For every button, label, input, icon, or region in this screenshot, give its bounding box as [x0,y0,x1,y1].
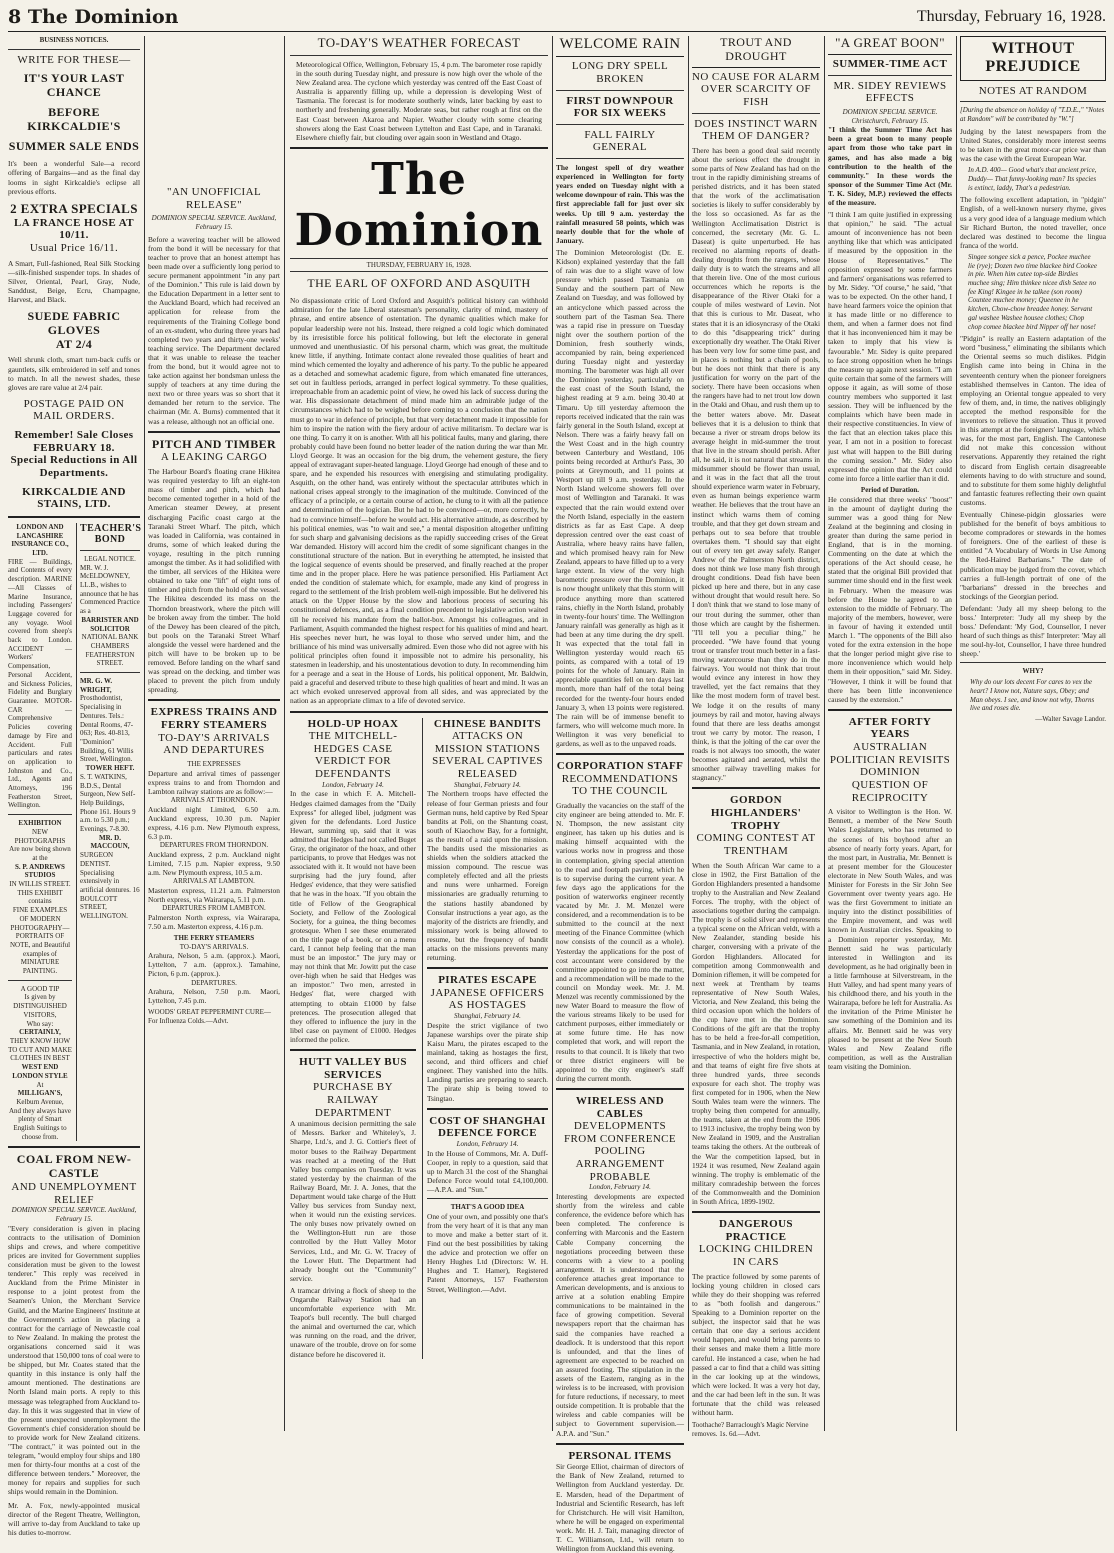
why-title: WHY? [1022,667,1044,676]
defence-title: COST OF SHANGHAI DEFENCE FORCE [429,1114,546,1140]
studios: S. P. ANDREWS STUDIOS [15,862,65,880]
good-idea-body: One of your own, and possibly one that's from the very heart of it is that any man to move and make a better start of it. Find out the best possibilities by taking the advice and protection we offer on Henry Hughes Ltd (Directors: W. H. Hughes and T. Hamer), Registered Patent Attorneys, 157 Featherston Street, Wellington.—Advt. [427,1211,548,1294]
forty-sub: AUSTRALIAN POLITICIAN REVISITS DOMINION [829,741,951,779]
prejudice-title: WITHOUT PREJUDICE [960,36,1106,81]
weather-title: TO-DAY'S WEATHER FORECAST [317,35,521,50]
visitors: DISTINGUISHED VISITORS, [13,1002,67,1019]
prejudice-body1: Judging by the latest newspapers from the United States, considerably more interest seems to be taken in the great motor-car price war than was the case with the Great European War. [960,126,1106,164]
tower: TOWER HEFT. [85,764,135,773]
rain-lead: The longest spell of dry weather experienced in Wellington for forty years ended on Tuesday night with a welcome downpour of rain. This was the first appreciable fall for just over six weeks. Up till 9 a.m. yesterday the rainfall measured 58 points, which was nearly double that for the whole of January. [556,163,684,245]
ad-gloves-price: AT 2/4 [55,336,93,351]
insurer-name: LONDON AND LANCASHIRE INSURANCE CO., LTD. [11,522,69,558]
editorial-title: THE EARL OF OXFORD AND ASQUITH [307,276,531,291]
coal-dateline: DOMINION SPECIAL SERVICE. Auckland, February 15. [11,1206,137,1224]
period-body: He considered that three weeks' "boost" in the amount of daylight during the summer was a good thing for New Zealand at the beginning and closing in greater than during the same period in England, that is in the morning. Commenting on the date at which the operations of the Act should cease, he stated that the original Bill provided that summer time should end in the first week in February. When the measure was before the House he agreed to an extension to the middle of February. The majority of the members, however, were in favour of having it extended until March 1. "The opponents of the Bill also voted for the extra extension in the hope that the longer period might give rise to more inconvenience which would help them in their opposition," said Mr. Sidey. "However, I think it will be found that there has been little inconvenience caused by the extension." [828,494,952,704]
toothache-ad: Toothache? Barraclough's Magic Nervine removes. 1s. 6d.—Advt. [692,1421,809,1438]
editorial-body: No dispassionate critic of Lord Oxford and Asquith's political history can withhold admiration for the late Liberal statesman's personality, clarity of mind, mastery of phrase, and entire absence of ostentation. The dynamic qualities which make for popular leadership were not his. Instead, there reigned a cold logic which dominated by its irresistible force his political following, but left the electorate in general unmoved and unenthusiastic. Of his personal charm, which was great, the multitude knew little, if anything. Intimate contact alone revealed those qualities of heart and mind which cemented the loyalty and adherence of his party. To the public he appeared as a detached and somewhat academic figure, from which emanated fine utterances, set out in faultless periods, arranged in perfect logical symmetry. To these qualities, irreproachable from an academic point of view, he owed his lack of success during the war. His dispassionate detachment of mind made him an admirable judge of the circumstances which had to be weighed before coming to a conclusion that the nation must go to war in defence of principle, but that very detachment made it impossible for him to inspire the nation with the fiery ardour of active militarism. To declare war is one thing. To carry it on is another. With all his political faults, many and glaring, there probably could have been found no better leader of the nation during the war than Mr. Lloyd George. It was an occasion for the big drum, the vehement gesture, the fiery appeal of extravagant super-heated language. Lloyd George had enough of these and to spare, and he expended his resources with energising and stimulating prodigality. Asquith, on the other hand, was entirely without the spectacular attributes which in national crises appeal strongly to the imagination of the multitude. Convinced of the efficacy of a principle, or a certain course of action, he clung to it with all the patience and determination of the logician. But he had to be convinced—or, more correctly, he had to convince himself—before he would act. His alternative attitude, as described by his political enemies, was "to wait and see," a mental disposition altogether unfitting for such sharp and galvanising decisions as the rapidly succeeding crises of the Great War demanded. History will accord him the credit of some significant changes in the constitutional structure of the nation. But in everything he attempted, he insisted that the logical sequence of events should be preserved, and finally reached at the proper time and in the proper place. Here he was patience personified. His Parliament Act ended the condition of stalemate which, for example, made any kind of progress in regard to the settlement of the Irish problem well-nigh impossible. But he delivered his attack on the Upper House by the slow and laborious process of securing his constitutional defences, and, as a final condition precedent to legislative action waited till he received his mandate from the ballot-box. Amongst his colleagues, and in Parliament, Asquith commanded the highest respect for his qualities of mind and heart. His speeches never hurt, he was loyal to those who served under him, and the brilliance of his mind was universally admired. Even those who did not agree with his political principles often found it impossible not to admire his personality, his statesmen in leadership, and his unostentatious devotion to duty. In recommending him for a peerage and a seat in the House of Lords, his political opponent, Mr. Baldwin, paid a graceful and deserved tribute to these high qualities of heart and mind. It was an act which evoked unreserved approval from all sides, and was appreciated by the nation as an appropriate climax to a life of devoted service. [290,296,548,706]
paper-name: The Dominion [294,153,544,256]
hutt-tail: A tramcar driving a flock of sheep to the Ongaruhe Railway Station had an uncomfortable experience with Mr. Teapot's bull recently. The bull charged the animal and overturned the car, which was running on the road, and the driver, unaware of the trouble, drove on for some distance before he discovered it. [290,1285,416,1359]
teacher-dateline: DOMINION SPECIAL SERVICE. Auckland, February 15. [151,214,277,231]
gordon-body: When the South African War came to a close in 1902, the First Battalion of the Gordon Highlanders presented a handsome trophy to the Australian and New Zealand Forces. The trophy, with the object of associations together during the campaign. The trophy is of solid silver and represents a typical scene on the African veldt, with a New Zealander, standing beside his charger, conversing with a private of the Gordon Highlanders. Allocated for competition among Commonwealth and Dominion riflemen, it will be competed for next week at Trentham by teams representative of New South Wales, Victoria, and New Zealand, this being the third occasion upon which the holders of the cup have met in the Dominion. Conditions of the gift are that the trophy has to be held a free-for-all competition, Tasmania, and in New Zealand, in rotation, irrespective of who the holders might be, and that teams of eight fire five shots at three hundred yards, three seconds exposure for each shot. The trophy was first competed for in 1906, when the New South Wales team were the winners. The trophy being then competed for annually, the teams, taken at the end from the 1906 to 1913 inclusive, the trophy being won by New Zealand in 1909, and the Australian teams taking the others. At the outbreak of the War the competition lapsed, but in 1924 it was resumed, New Zealand again winning. The trophy is emblematic of the military comradeship between the forces of the Commonwealth and the Dominion in South Africa, 1899-1902. [692,860,820,1207]
teacher-body: Before a wavering teacher will be allowed from the bond it will be necessary for that teacher to prove that an honest attempt has been made over a sufficiently long period to secure permanent appointment "in any part of the Dominion." This rule is laid down by the Education Department in a letter sent to the Auckland Board, which had received an application for release from the requirements of the Training College bond of an ex-student, who during three years had completed two years and thirty-one weeks' teaching service. The Department declared that it was unable to release the teacher from the bond, but it would agree not to take action against her bondsman unless the supply of teachers at any time during the next two or three years was so short that it demanded her return to the service. The chairman (Mr. A. Burns) commented that it was a release, although not an official one. [148,234,280,426]
expresses: THE EXPRESSES [187,760,241,768]
ferry-dep: DEPARTURES. [191,978,237,987]
pirates-sub: JAPANESE OFFICERS AS HOSTAGES [430,986,545,1012]
exhibit: THIS EXHIBIT contains [17,888,63,906]
column-3 [290,36,548,1431]
ad-usual-price: Usual Price 16/11. [29,241,119,254]
wright: MR. G. W. WRIGHT, [80,677,113,694]
maccoun-body: SURGEON DENTIST. Specialising extensively in artificial dentures. 16 BOULCOTT STREET, WELLINGTON. [80,851,140,921]
danger-sub: LOCKING CHILDREN IN CARS [698,1243,814,1269]
hoax-sub: THE MITCHELL-HEDGES CASE [308,730,398,755]
column-4 [556,36,684,1553]
wireless-dateline: London, February 14. [589,1183,651,1192]
column-6 [828,36,952,1431]
chinese-body: The Northern troops have effected the release of four German priests and four German nuns, held captive by Red Spear bandits at Poli, on the Shantung coast, south of Kiaochow Bay, for a fortnight, as the result of a raid upon the mission. The bandits used the missionaries as shields when the soldiers attacked the mission compound. The rescue was completely effected and all the priests and nuns were unharmed. Foreign missionaries are gradually returning to the stations hastily abandoned by Consular instructions a year ago, as the majority of the districts are friendly, and missionary work is being allowed to resume, but the frequency of bandit attacks on the missions prevents many returning. [427,789,548,963]
new-photos: NEW PHOTOGRAPHS [14,827,66,845]
prejudice-body4: Eventually Chinese-pidgin glossaries were published for the benefit of boys ambitious to become compradores or stewards in the homes of foreigners. One of the earliest of these is entitled "A Vocabulary of Words in Use Among the Red-Haired Barbarians." The date of publication may be judged from the cover, which carries a full-length portrait of one of the "barbarians" dressed in the breeches and stockings of the Georgian period. [960,509,1106,601]
teacher-bond-title: TEACHER'S BOND [80,522,142,546]
paper-date: THURSDAY, FEBRUARY 16, 1928. [290,258,548,273]
corp-title: CORPORATION STAFF [556,760,684,773]
pirates-dateline: Shanghai, February 14. [454,1012,521,1021]
boon-sub2: MR. SIDEY REVIEWS EFFECTS [833,79,947,105]
prejudice-dialogue: Defendant: 'Judy all my sheep belong to the boss.' Interpreter: 'Judy all my sheep by the boss.' Defendant: 'My God, Counsellor, I never heard of such things as this!' Interpreter: 'May all me soul-hy-lot, Counsellor, I have three hundred sheep.' [960,603,1106,659]
milligan-body: And they always have plenty of Smart English Suitings to choose from. [8,1106,71,1141]
ferry-title: THE FERRY STEAMERS [173,933,255,942]
maccoun: MR. D. MACCOUN, [90,833,130,851]
wireless-sub: DEVELOPMENTS FROM CONFERENCE [563,1120,677,1145]
ad-gloves: SUEDE FABRIC GLOVES [27,309,121,337]
hutt-body: A unanimous decision permitting the sale of Messrs. Barker and Whiteley's, J. Sharpe, Ltd.'s, and J. G. Cottier's fleet of motor buses to the Railway Department was reached at a meeting of the Hutt Valley bus companies on Tuesday. It was stated yesterday by the chairman of the Railway Board, Mr. J. A. Jones, that the Department would take charge of the Hutt Valley bus services from Sunday next, when it would run the existing services. The only buses now privately owned on the Wellington-Hutt run are those controlled by the Hutt Valley Motor Services, Ltd., and Mr. G. W. Tracey of the Lower Hutt. The Department had already bought out the "Community" service. [290,1119,416,1283]
studio-street: IN WILLIS STREET. [9,880,71,889]
given-by: Is given by [24,993,56,1002]
featherston: FEATHERSTON STREET. [85,650,135,668]
trout-sub2: DOES INSTINCT WARN THEM OF DANGER? [694,117,818,143]
gordon-sub: COMING CONTEST AT TRENTHAM [696,832,816,857]
who-say: Who say: [26,1019,54,1028]
trout-body: There has been a good deal said recently about the serious effect the drought in some parts of New Zealand has had on the trout in the rapidly diminishing streams of perished districts, and it has been stated that the work of the acclimatisation societies is likely to suffer considerably by the loss so occasioned. As far as the Wellington Acclimatisation District is concerned, the secretary (Mr. G. L. Daseat) is quite unperturbed. He has received no alarming reports of death-dealing droughts from the rangers, whose daily duty is to watch the streams and all that therein live. One of the most curious occurrences which he reports is the disappearance of the River Otaki for a couple of miles westward of Levin. Not that this is curious to Mr. Daseat, who states that it is an idiosyncrasy of the Otaki to do this "disappearing trick" during exceptionally dry weather. The Otaki River has been very low for some time past, and in places is nothing but a chain of pools, but he does not think that there is any justification for worry on the part of the society. There have been occasions when the rangers have had to net trout low down in the Otaki and Ohau, and rush them up to the better waters above. Mr. Daseat believes that it is a delusion to think that because a river or stream drops below its average height in mid-summer the trout that live in the stream should perish. After all, he said, it is not natural that streams in midsummer should be flower than usual, and it was in the fact that all the trout should experience warm water in February, even as human beings experience warm weather. He believes that the trout have an instinct which warns them of coming trouble, and that they get down stream and perhaps out to sea before that trouble overtakes them. "I should say that eight out of every ten get away safely. Ranger Andrew of the Palmerston North district, does not think we lose many fish through drought conditions. Dead fish have been picked up here and there, but in any case without drought that would result here. So I don't think that we stand to lose many of our trout during the summer, other than those which are caught by the fishermen. "I'll tell you a peculiar thing," he proceeded. "We have found that young trout or transfer trout much better in a fast-moving watercourse than they do in the fairways. You would not think that trout would evince any interest in how they travelled, yet the fact remains that they like the most modern form of travel best. We lodge it on the results of many journeys by rail and motor, having always found that there are less deaths amongst trout we carry by motor. The reason, I think, is that the jolting of the car over the roads is not always too smooth, the water becomes agitated and aerated, whilst the smoother railway travelling makes for stagnancy." [692,145,820,783]
woods-ad: WOODS' GREAT PEPPERMINT CURE—For Influenza Colds.—Advt. [148,1008,271,1026]
section-kicker: BUSINESS NOTICES. [39,36,109,44]
corp-body: Gradually the vacancies on the staff of the city engineer are being attended to. Mr. F. N. Thompson, the new assistant city engineer, has taken up his duties and is making himself acquainted with the various works now in progress and those in contemplation, giving special attention to the road and footpath paving, which he is to supervise during the current year. A few days ago the applications for the position of waterworks engineer recently vacated by Mr. J. M. Menzel were considered, and a recommendation is to be submitted to the council at the next meeting of the Finance Committee (which now consists of the council as a whole). Yesterday the applications for the post of cost accountant were considered by the committee appointed to go into the matter, and a recommendation will be made to the council on Monday week. Mr. J. M. Menzel was recently commissioned by the new Water Board to measure the flow of the various streams likely to be used for catchment purposes, either immediately or at some future time. He has now completed that work, and will report the results to that council. It is likely that two or three district engineers will be appointed to the city engineer's staff during the current month. [556,801,684,1083]
arr-lambton: ARRIVALS AT LAMBTON. [173,877,255,886]
rain-sub2: FIRST DOWNPOUR FOR SIX WEEKS [566,94,674,120]
barrister: BARRISTER AND SOLICITOR [81,615,139,633]
rain-sub3: FALL FAIRLY GENERAL [584,128,656,154]
dep-thorndon-list: Auckland express, 2 p.m. Auckland night Limited, 7.15 p.m. Napier express, 9.50 a.m. New Plymouth express, 10.5 a.m. [148,849,280,877]
column-7 [960,36,1106,1431]
exhibit-body: FINE EXAMPLES OF MODERN PHOTOGRAPHY—PORTRAITS OF NOTE, and Beautiful examples of MINIATURE PAINTING. [9,906,71,976]
chambers: NATIONAL BANK CHAMBERS [81,633,139,650]
coal-tail: Mr. A. Fox, newly-appointed musical director of the Regent Theatre, Wellington, will arrive to-day from Auckland to take up his duties to-morrow. [8,1500,140,1537]
hoax-dateline: London, February 14. [322,780,384,789]
pitch-title: PITCH AND TIMBER [151,436,277,451]
masthead [8,6,1106,32]
milligan: MILLIGAN'S, [17,1089,63,1098]
ferry-arr-list: Arahura, Nelson, 5 a.m. (approx.). Maori, Lyttelton, 7 a.m. (approx.). Tamahine, Picton, 6 p.m. (approx.). [148,951,280,979]
arr-thorndon-list: Auckland night Limited, 6.50 a.m. Auckland express, 10.30 p.m. Napier express, 4.16 p.m. New Plymouth express, 6.3 p.m. [148,804,280,841]
boon-dateline: DOMINION SPECIAL SERVICE. Christchurch, February 15. [842,107,938,125]
ad-gloves-body: Well shrunk cloth, smart turn-back cuffs or gauntlets, silk embroidered in self and tones to match. In all the newest shades, these gloves are rare value at 2/4 pair. [8,355,140,392]
column-5 [692,35,820,1438]
hoax-title: HOLD-UP HOAX [307,717,399,730]
weather-body: Meteorological Office, Wellington, February 15, 4 p.m. The barometer rose rapidly in the south during Tuesday night, and pressure is now high over the whole of the New Zealand area. The cyclone which yesterday was centred off the East Coast of Australia is apparently filling up, while a depression is developing West of Tasmania. The forecast is for moderate southerly winds, later backing by east to northerly and freshening generally. Moderate seas, but rather rough at first on the East Coast between Akaroa and Napier. Weather cloudy with some clearing showers along the East Coast between Lyttelton and East Cape, and in Taranaki. Elsewhere chiefly fair, but clouding over again soon in Westland and Otago. [296,59,542,142]
hoax-body: In the case in which F. A. Mitchell-Hedges claimed damages from the "Daily Express" for alleged libel, judgment was given for the defendants. Lord Justice Hewart, summing up, said that it was admitted that Hedges had not called Buget Gray, the originator of the hoax, and other participants, to prove that Hedges was not associated with it. It would not have been surprising had the jury found, after Hedges' evidence, that they were satisfied that he was in the hoax. "If you obtain the title of Fellow of the Geographical Society, and Fellow of the Zoological Society, for a guinea, the thing becomes grotesque. When I see these enumerated on the title page of a book, or on a menu card, I cannot help feeling that the man must be an impostor." The jury may or may not think that Mr. Jowitt put the case over-high when he said that Hedges was an impostor." Two men, arrested in Hedges' flat, were charged with attempting to obtain £1000 by false pretences. The prosecution alleged that they offered to influence the jury in the libel case on payment of £1000. Hedges informed the police. [290,789,416,1044]
pitch-sub: A LEAKING CARGO [160,451,268,464]
gordon-title: GORDON HIGHLANDERS' TROPHY [710,794,802,832]
rain-sub1: LONG DRY SPELL BROKEN [571,60,669,85]
column-1 [8,36,142,1537]
wireless-body: Interesting developments are expected shortly from the wireless and cable conference, the evidence before which has been completed. The conference is conferring with Marconis and the Eastern Cable Company concerning the negotiations proceeding between these concerns with a view to a pooling arrangement. It is understood that the conference attaches great importance to American developments, and is anxious to arrive at a solution enabling Empire communications to be maintained in the face of growing competition. Several newspapers report that the chairman has said the companies have reached a deadlock. It is understood that this report is unfounded, and that the lines of agreement are expected to be reached on an assured footing. The stipulation in the assets of the Eastern, ranging as in the wireless is to be increased, with provision for future reductions, if necessary, to meet outside competition. It is probable that the wireless and cable companies will be subject to Government supervision.—A.P.A. and "Sun." [556,1192,684,1438]
pirates-body: Despite the strict vigilance of two Japanese warships over the pirate ship Kaisu Maru, the pirates escaped to the mainland, taking as hostages the first, second, and third officers and chief engineer. They vanished into the hills. Landing parties are preparing to search. The pirate ship is being towed to Tsingtao. [427,1020,548,1103]
ad-intro: It's been a wonderful Sale—a record offering of Bargains—and as the final day looms in sight Kirkcaldie's eclipse all previous efforts. [8,159,140,196]
danger-title: DANGEROUS PRACTICE [719,1218,793,1243]
express-title: EXPRESS TRAINS AND FERRY STEAMERS [150,706,278,732]
insurer-body: FIRE — Buildings, and Contents of every description. MARINE—All Classes of Marine Insurance, including Passengers' Luggage covered for any voyage. Wool covered from sheep's back to London. ACCIDENT — Workers' Compensation, Personal Accident, and Sickness Policies, Fidelity and Burglary Guarantee. MOTOR-CAR — Comprehensive Policies covering damage by Fire and Accident. Full particulars and rates on application to Johnston and Co., Ltd., Agents and Attorneys, 196 Featherston Street, Wellington. [8,557,72,810]
legal-body: MR. W. J. McELDOWNEY, LL.B., wishes to announce that he has Commenced Practice as a [80,563,140,616]
why-author: —Walter Savage Landor. [1035,715,1106,723]
express-intro: Departure and arrival times of passenger express trains to and from Thorndon and Lambton railway stations are as follow:— [148,768,280,796]
boon-lead: "I think the Summer Time Act has been a great boon to many people apart from those who take part in games, and has also made a big contribution to the health of the community." In these words the sponsor of the Summer Time Act (Mr. T. K. Sidey, M.P.) reviewed the effects of the measure. [828,125,952,208]
dep-lambton-list: Palmerston North express, via Wairarapa, 7.50 a.m. Masterton express, 4.16 p.m. [148,912,280,931]
westend: WEST END LONDON STYLE [12,1063,68,1080]
ad-hose: LA FRANCE HOSE AT 10/11. [14,216,134,242]
chinese-sub2: SEVERAL CAPTIVES RELEASED [432,755,543,781]
danger-body: The practice followed by some parents of locking young children in closed cars while they do their shopping was referred to as "both foolish and dangerous." Speaking to a Dominion reporter on the subject, the inspector said that he was certain that one day a serious accident would happen, and would bring parents to their senses and make them a little more careful. He instanced a case, when he had passed a car to find that a child was sitting in the car looking up at the windows, which were locked. It was a very hot day, and the car had been left in the sun. It was fortunate that the child was released without harm. [692,1271,820,1418]
rain-body: The Dominion Meteorologist (Dr. E. Kidson) explained yesterday that the fall of rain was due to a slight wave of low pressure which passed Tasmania on Sunday and the southern part of New Zealand on Tuesday, and was followed by an anticyclone which passed across the southern part of the Tasman Sea. There was a rapid rise in pressure on Tuesday night over the southern portion of the Dominion, fresh southerly winds, accompanied by rain, being experienced during Tuesday night and yesterday morning. The barometer was high all over the Dominion yesterday, particularly on the east coast of the South Island, the highest reading at 9 a.m. being 30.40 at Timaru. Up till yesterday afternoon the reports received indicated that the rain was fairly general in the South Island, except at Nelson. There was a fairly heavy fall on the West Coast and in the high country between Canterbury and Westland, 106 points being recorded at Arthur's Pass, 30 points at Greymouth, and 11 points at Westport up till 9 a.m. yesterday. In the North Island welcome showers fell over most of Wellington and Taranaki. It was expected that the rain would extend over the North Island, especially in the eastern districts as far as East Cape. A deep depression centred over the east coast of Australia, where heavy rains have fallen, and which promised heavy rain for New Zealand, appears to have filled up to a very large extent. In view of the very high barometric pressure over the Dominion, it is now thought unlikely that this storm will produce anything more than scattered rains, chiefly in the North Island, probably in twenty-four hours' time. The Wellington January rainfall was generally as high as it had been at any time during the dry spell. It was expected that the total fall in Wellington yesterday would reach 65 points, as compared with a total of 19 points for the whole of January. Rain in appreciable quantities fell on ten days last month, more than half of the total being recorded for the twenty-four hours ended January 3, when 13 points were registered. The rain will be of immense benefit to farmers, who will welcome much more. In Wellington it was very beneficial to gardens, as well as to the unpaved roads. [556,247,684,748]
boon-title: "A GREAT BOON" [828,36,952,55]
hutt-sub: PURCHASE BY RAILWAY DEPARTMENT [313,1081,393,1119]
boon-body: "I think I am quite justified in expressing that opinion," he said. "The actual amount of inconvenience has not been anything like that which was anticipated if measured by the opposition in the House of Representatives." The opposition expressed by some farmers and farmers' organisations was referred to by Mr. Sidey. "Of course," he said, "that was to be expected. On the other hand, I have heard farmers voice the opinion that it has made little or no difference to them, and when a farmer does not find that it has inconvenienced him it may be taken to imply that his view is favourable." Mr. Sidey is quite prepared to face strong opposition when he brings the measure up again next session. "I am quite certain that some of the farmers will oppose it again, as will some of those country members who supported it last session. They will be influenced by the complaints which have been made in their respective constituencies. In view of the fact that an election takes place this year, I am not in a position to forecast just what will happen to the Bill during the coming session." Mr. Sidey also expressed the opinion that the Act could come into force a little earlier than it did. [828,210,952,483]
ad-firm: KIRKCALDIE AND STAINS, LTD. [22,485,126,511]
personal-body: Sir George Elliot, chairman of directors of the Bank of New Zealand, returned to Wellington from Auckland yesterday. Dr. E. Marsden, head of the Department of Industrial and Scientific Research, has left for Christchurch. He will visit Hamilton, where he will be engaged on experimental work. Mr. H. J. Tait, managing director of T. C. Williamson, Ltd., will return to Wellington from Auckland this evening. [556,1462,684,1553]
why-verse: Why do our lots decent For cares to vex the heart? I know not, Nature says, Obey; and Man obeys. I see, and know not why, Thorns live and roses die. [970,678,1095,713]
prejudice-intro: [During the absence on holiday of "T.D.E.," "Notes at Random" will be contributed by "W."] [960,106,1105,124]
ad-postage: POSTAGE PAID ON MAIL ORDERS. [23,397,125,423]
tower-body: S. T. WATKINS, B.D.S., Dental Surgeon, New Self-Help Buildings, Phone 161. Hours 9 a.m. to 5.30 p.m.; Evenings, 7-8.30. [80,772,136,834]
ad-headline-1: IT'S YOUR LAST CHANCE [23,71,125,100]
trout-sub: NO CAUSE FOR ALARM OVER SCARCITY OF FISH [692,70,820,108]
chinese-dateline: Shanghai, February 14. [454,780,521,789]
ad-remember: Remember! Sale Closes FEBRUARY 18. [14,429,134,454]
period-heading: Period of Duration. [860,485,920,494]
good-tip: A GOOD TIP [20,984,60,993]
prejudice-body2: The following excellent adaptation, in "pidgin" English, of a well-known nursery rhyme, gives us a very good idea of a language medium which Sir Richard Burton, the noted traveller, once declared was destined to become the lingua franca of the world. [960,195,1106,250]
ferry-arr: TO-DAY'S ARRIVALS. [179,942,249,951]
dep-lambton: DEPARTURES FROM LAMBTON. [162,903,266,912]
prejudice-verse1: In A.D. 400— Good what's that ancient price, Duddy— That funny-looking man? Its species is extinct, laddy, That's a pedestrian. [968,166,1097,192]
prejudice-sub: NOTES AT RANDOM [978,84,1088,97]
certainly: CERTAINLY, [19,1028,61,1037]
wireless-sub2: POOLING ARRANGEMENT PROBABLE [575,1145,665,1183]
boon-sub: SUMMER-TIME ACT [832,57,948,70]
express-sub: TO-DAY'S ARRIVALS AND DEPARTURES [158,731,270,757]
wright-body: Prosthodontist, Specialising in Dentures. Tels.: Dental Rooms, 47-063; Res. 40-813, "Dominion" Building, 61 Willis Street, Wellington. [80,694,134,764]
defence-dateline: London, February 14. [456,1139,519,1148]
forty-body: A visitor to Wellington is the Hon. W. Bennett, a member of the New South Wales Legislature, who has returned to the scenes of his boyhood after an absence of nearly forty years. Apart, for the most part, in Australia, Mr. Bennett is at present member for the Gloucester electorate in New South Wales, and was Minister for Forests in the Sir John See Government over twenty years ago. He was the first Government to initiate an inquiry into the distinct possibilities of the Empire movement, and was well known in Australian circles. Speaking to a Dominion reporter yesterday, Mr. Bennett said he was particularly interested in Wellington and its development, as he had originally been in a little farmhouse at Silverstream, in the Hutt Valley, and had spent many years of his childhood there, and his youth in the Wairarapa, before he left for Australia. As the invitation of the Prime Minister he saw something of the Dominion and its affairs. Mr. Bennett said he was very pleased to be present at the New South Wales and New Zealand rifle competition, as well as the Australian team visiting the Dominion. [828,807,952,1071]
milligan-addr: Kelburn Avenue, [16,1097,64,1106]
wireless-title: WIRELESS AND CABLES [575,1094,665,1120]
chinese-title: CHINESE BANDITS [433,717,542,730]
ad-headline-2: BEFORE KIRKCALDIE'S [27,104,121,133]
exhibition-title: EXHIBITION [18,819,62,828]
ad-specials: 2 EXTRA SPECIALS [10,200,138,216]
ad-hose-body: A Smart, Full-fashioned, Real Silk Stocking—silk-finished suspender tops. In shades of Silver, Oriental, Pearl, Gray, Nude, Sanddust, Beige, Ecru, Champagne, Harvest, and Black. [8,258,140,304]
corp-sub: RECOMMENDATIONS TO THE COUNCIL [561,772,679,798]
personal-title: PERSONAL ITEMS [568,1449,672,1462]
column-2 [148,36,280,1431]
prejudice-verse2: Singee songee sick a pence, Pockee muchee lie (rye); Dozen two time blackee bird Cookee in pie. When him cutee top-side Birdies muchee sing; Him thinkee nicee dish Setee no fee King! Kingee in he talkee (son room) Countee muchee money; Queenee in he kitchen, Chow-chow breadee honey. Servant gal washee Washee housee clothes; Chop chop comee blackee bird Nipper off her nose! [968,252,1098,331]
teacher-sub: "AN UNOFFICIAL RELEASE" [166,186,262,211]
ad-reductions: Special Reductions in All Departments. [10,454,138,479]
prejudice-body3: "Pidgin" is really an Eastern adaptation of the word "business," eliminating the sibilants which the Oriental seems so much dislikes. Pidgin English came into being in China in the seventeenth century when the pioneer foreigners established themselves in Canton. The idea of employing an Oriental tongue appealed to very few of them, and, in time, the natives obligingly accepted the method responsible for the inventors to relieve the situation. Thus it proved in this attempt at the foreigners' language, which was, for the most part, English. The Cantonese did not make this concession without reservations. Apparently they retained the right to discard from English certain disagreeable elements having to do with structure and sound, and to substitute for them some highly delightful and fantastic features reflecting their own quaint customs. [960,334,1106,507]
defence-body: In the House of Commons, Mr. A. Duff-Cooper, in reply to a question, said that up to March 31 the cost of the Shanghai Defence Force would total £4,100,000.—A.P.A. and "Sun." [427,1148,548,1195]
page-label: 8 The Dominion [8,6,179,28]
chinese-sub: ATTACKS ON MISSION STATIONS [434,730,541,755]
ferry-dep-list: Arahura, Nelson, 7.50 p.m. Maori, Lyttelton, 7.45 p.m. [148,987,280,1006]
pitch-body: The Harbour Board's floating crane Hikitea was required yesterday to lift an eight-ton mass of timber and pitch, which had become cemented together in a hold of the American steamer Dewey, at present discharging Pacific coast cargo at the Taranaki Street Wharf. The pitch, which was loaded in California, was contained in drums, some of which leaked during the voyage, resulting in the pitch running amongst the timber. As it had solidified with the timber, all services of the Hikitea were obtained to take one "lift" of eight tons of timber and pitch from the hold of the vessel. The Hikitea descended its mass on the Thorndon breastwork, where the pitch will be broken away from the timber. The hold of the Dewey has been cleared of the pitch, but pools on the Taranaki Street Wharf alongside the vessel were hardened and the pitch will have to be broken up to be removed. Before landing on the wharf sand was spread on the decking, and timber was placed to prevent the pitch from unduly spreading. [148,467,280,695]
arr-lambton-list: Masterton express, 11.21 a.m. Palmerston North express, via Wairarapa, 5.11 p.m. [148,885,280,904]
showing: Are now being shown at the [9,845,71,862]
at: At [36,1080,44,1089]
dep-thorndon: DEPARTURES FROM THORNDON. [159,841,269,850]
trout-title: TROUT AND DROUGHT [692,36,820,68]
ad-write-for: WRITE FOR THESE— [17,53,131,66]
good-idea-title: THAT'S A GOOD IDEA [450,1203,525,1212]
coal-body: "Every consideration is given in placing contracts to the utilisation of Dominion ships and crews, and where competitive prices are invited for Government supplies consideration must be given to the lowest tenderer." This reply was received in Auckland from the Prime Minister in response to a joint protest from the Seamen's Union, the Merchant Service Guild, and the Marine Engineers' Institute at the Government's action in placing a contract for the carriage of Newcastle coal to New Zealand. In making the protest the organisations concerned said it was understood that 150,000 tons of coal were to be shipped, but Mr. Coates stated that the quantity in this instance is only half the amount mentioned. The destinations are North Island main ports. A reply to this message was telegraphed from Auckland to-day. In this it was suggested that in view of the present unexpected unemployment the Government's chief consideration should be to provide work for New Zealand citizens. "The contract," it was pointed out in the telegram, "would employ four ships and 180 men for thirty-four months at a cost of the difference between tenders." Moreover, the money for repairs and supplies for such ships would remain in the Dominion. [8,1223,140,1497]
coal-title: COAL FROM NEW-CASTLE [16,1152,132,1181]
cut-make: THEY KNOW HOW TO CUT AND MAKE CLOTHES IN BEST [8,1037,72,1063]
forty-title: AFTER FORTY YEARS [848,715,932,741]
forty-sub2: QUESTION OF RECIPROCITY [851,778,929,804]
arr-thorndon: ARRIVALS AT THORNDON. [170,795,258,804]
rain-title: WELCOME RAIN [556,36,684,57]
pirates-title: PIRATES ESCAPE [438,974,537,987]
legal-notice: LEGAL NOTICE. [84,554,136,563]
hutt-title: HUTT VALLEY BUS SERVICES [299,1056,407,1081]
page-date: Thursday, February 16, 1928. [916,8,1106,25]
ad-headline-3: SUMMER SALE ENDS [8,138,140,153]
hoax-verdict: VERDICT FOR DEFENDANTS [314,755,392,781]
coal-sub: AND UNEMPLOYMENT RELIEF [11,1181,137,1206]
